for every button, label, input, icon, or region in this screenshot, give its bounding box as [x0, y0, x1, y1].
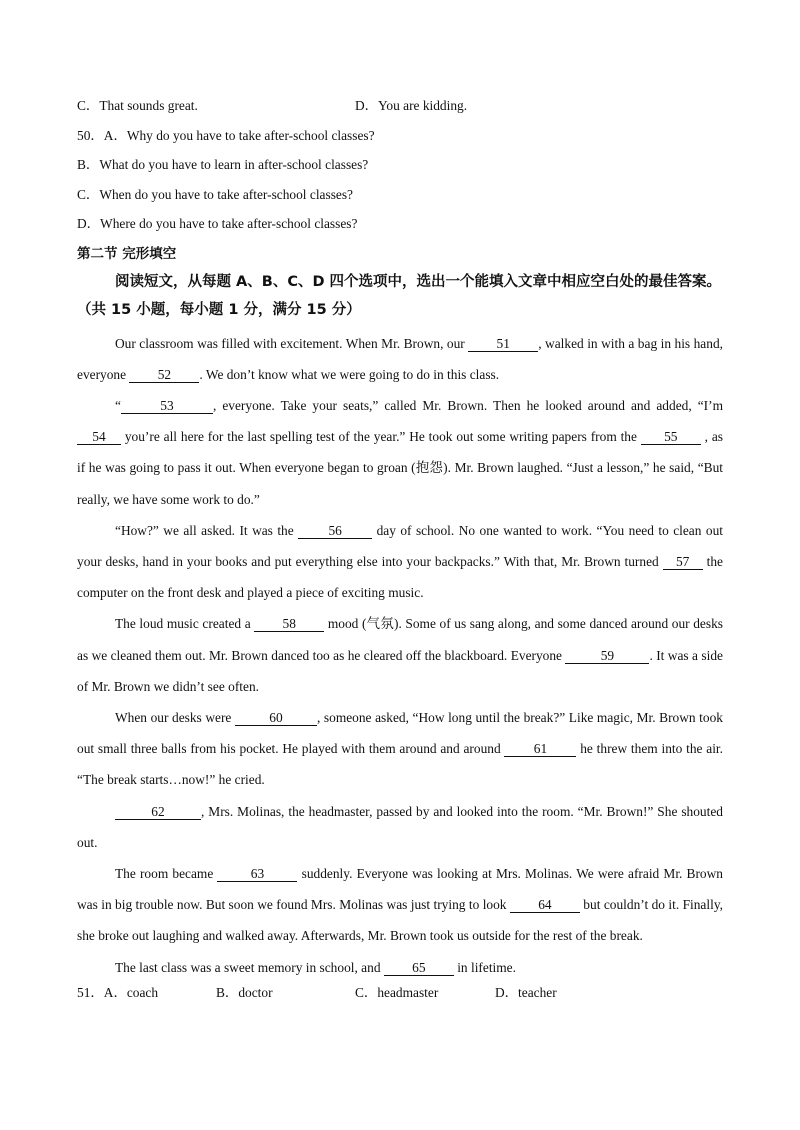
- blank-58: 58: [254, 617, 324, 632]
- passage-paragraph-1: [77, 328, 723, 390]
- passage-text: The room became: [115, 865, 218, 881]
- q50-option-a: 50．A．Why do you have to take after-school classes?: [77, 127, 375, 143]
- passage-text: “How?” we all asked. It was the: [115, 522, 299, 538]
- passage-text: suddenly. Everyone was looking at Mrs. Molinas. We were afraid Mr. Brown was in big trouble now. But soon we found Mrs. Molinas was just trying to look: [77, 865, 723, 913]
- q49-option-c: C．That sounds great.: [77, 98, 198, 113]
- q51-option-a: 51．A．coach: [77, 984, 159, 1000]
- blank-63: 63: [217, 867, 297, 882]
- q51-option-b: B．doctor: [216, 984, 273, 1000]
- blank-60: 60: [235, 711, 317, 726]
- blank-65: 65: [384, 961, 454, 976]
- exam-page: [77, 96, 723, 1012]
- passage-paragraph-7: [77, 858, 723, 952]
- q50-option-d: D．Where do you have to take after-school classes?: [77, 216, 358, 231]
- q49-option-d: D．You are kidding.: [355, 98, 468, 113]
- blank-53: 53: [121, 399, 213, 414]
- passage-text: but couldn’t do it. Finally, she broke out laughing and walked away. Afterwards, Mr. Brown took us outside for the rest of the break.: [77, 897, 723, 944]
- q50-option-b: B．What do you have to learn in after-school classes?: [77, 157, 369, 172]
- q50-option-c: C．When do you have to take after-school classes?: [77, 186, 354, 202]
- blank-61: 61: [504, 742, 576, 757]
- blank-62: 62: [115, 805, 201, 820]
- passage-text: mood (气氛). Some of us sang along, and some danced around our desks as we cleaned them out. Mr. Brown danced too as he cleared off the blackboard. Everyone: [77, 616, 723, 663]
- passage-text: . We don’t know what we were going to do in this class.: [199, 366, 500, 382]
- blank-59: 59: [565, 649, 649, 664]
- passage-text: day of school. No one wanted to work. “You need to clean out your desks, hand in your books and put everything else into your backpacks.” With that, Mr. Brown turned: [77, 522, 723, 569]
- passage-paragraph-4: [77, 608, 723, 702]
- passage-text: . It was a side of Mr. Brown we didn’t see often.: [77, 647, 723, 694]
- blank-64: 64: [510, 898, 580, 913]
- passage-paragraph-6: [77, 796, 723, 858]
- blank-57: 57: [663, 555, 703, 570]
- passage-text: , someone asked, “How long until the break?” Like magic, Mr. Brown took out small three balls from his pocket. He played with them around and around: [77, 709, 723, 757]
- passage-text: he threw them into the air. “The break starts…now!” he cried.: [77, 741, 723, 788]
- passage-paragraph-8: [77, 952, 723, 983]
- blank-51: 51: [468, 337, 538, 352]
- blank-52: 52: [129, 368, 199, 383]
- passage-text: in lifetime.: [453, 959, 516, 975]
- q51-option-c: C．headmaster: [355, 984, 439, 1000]
- passage-text: , as if he was going to pass it out. When everyone began to groan (抱怨). Mr. Brown laughed. “Just a lesson,” he said, “But really, we have some work to do.”: [77, 429, 723, 507]
- section-title: 第二节 完形填空: [77, 245, 177, 262]
- q51-option-d: D．teacher: [495, 984, 557, 1000]
- q51-options-row: [77, 983, 723, 1013]
- passage-text: The last class was a sweet memory in school, and: [115, 959, 384, 975]
- blank-55: 55: [641, 430, 701, 445]
- passage-paragraph-2: [77, 390, 723, 515]
- passage-text: “: [115, 397, 121, 413]
- passage-paragraph-5: [77, 702, 723, 796]
- passage-text: you’re all here for the last spelling test of the year.” He took out some writing papers from the: [121, 429, 641, 445]
- section-instructions: 阅读短文，从每题 A、B、C、D 四个选项中，选出一个能填入文章中相应空白处的最佳答案。（共 15 小题，每小题 1 分，满分 15 分）: [77, 273, 722, 318]
- passage-text: , Mrs. Molinas, the headmaster, passed by and looked into the room. “Mr. Brown!” She shouted out.: [77, 803, 723, 850]
- passage-text: Our classroom was filled with excitement. When Mr. Brown, our: [115, 335, 469, 351]
- blank-56: 56: [298, 524, 372, 539]
- blank-54: 54: [77, 430, 121, 445]
- passage-text: the computer on the front desk and played a piece of exciting music.: [77, 553, 723, 601]
- passage-text: , everyone. Take your seats,” called Mr. Brown. Then he looked around and added, “I’m: [212, 397, 723, 413]
- passage-text: , walked in with a bag in his hand, everyone: [77, 335, 723, 382]
- passage-paragraph-3: [77, 515, 723, 609]
- passage-text: The loud music created a: [115, 616, 255, 632]
- passage-text: When our desks were: [115, 709, 235, 725]
- q49-options-row: [77, 96, 723, 126]
